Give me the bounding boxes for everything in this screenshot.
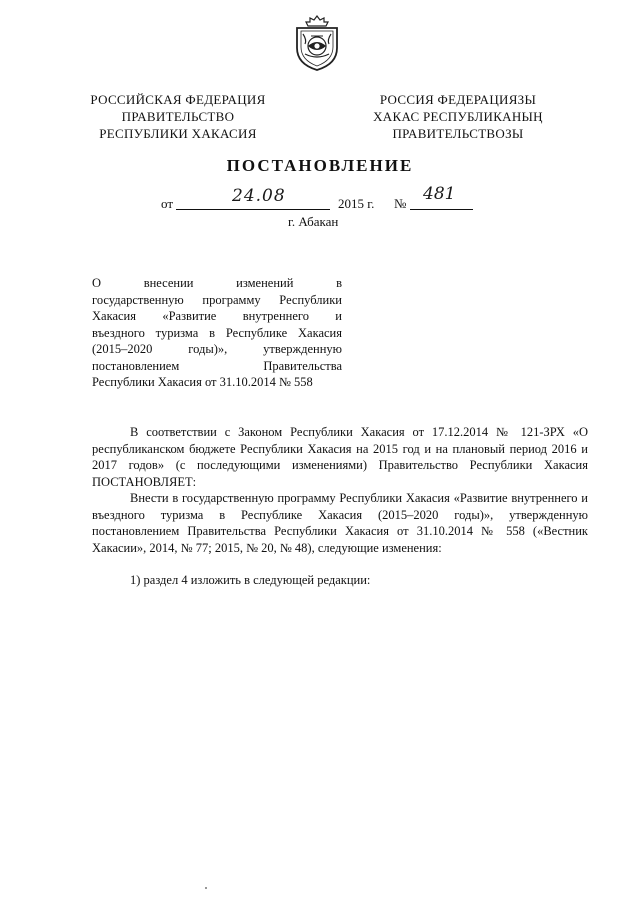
header-left-line: ПРАВИТЕЛЬСТВО bbox=[121, 109, 235, 124]
subject-line: въездного туризма в Республике Хакасия bbox=[92, 325, 342, 340]
subject-line: Республики Хакасия от 31.10.2014 № 558 bbox=[92, 375, 313, 389]
header-right bbox=[358, 91, 558, 142]
city-label: г. Абакан bbox=[288, 214, 339, 229]
date-prefix-label: от bbox=[161, 196, 174, 211]
body-paragraph: Внести в государственную программу Республики Хакасия «Развитие внутреннего и въездного туризма в Республике Хакасия (2015–2020 годы)», утвержденную постановлением Правительства Республики Хакасия от 31.10.2014 № 558 («Вестник Хакасии», 2014, № 77; 2015, № 20, № 48), следующие изменения: bbox=[92, 491, 588, 555]
subject-line: Хакасия «Развитие внутреннего и bbox=[92, 309, 342, 323]
subject-line: государственную программу Республики bbox=[92, 292, 342, 307]
header-left-line: РОССИЙСКАЯ ФЕДЕРАЦИЯ bbox=[90, 92, 266, 107]
header-right-line: РОССИЯ ФЕДЕРАЦИЯЗЫ bbox=[379, 92, 537, 107]
scan-speck bbox=[205, 887, 207, 889]
handwritten-date: 24.08 bbox=[232, 186, 286, 206]
header-left-line: РЕСПУБЛИКИ ХАКАСИЯ bbox=[99, 126, 257, 141]
subject-block bbox=[92, 275, 342, 391]
subject-line: постановлением Правительства bbox=[92, 358, 342, 373]
number-label: № bbox=[394, 196, 407, 211]
subject-line: (2015–2020 годы)», утвержденную bbox=[92, 342, 342, 356]
header-right-line: ХАКАС РЕСПУБЛИКАНЫҢ bbox=[373, 109, 543, 124]
document-title: ПОСТАНОВЛЕНИЕ bbox=[226, 156, 414, 175]
date-underline bbox=[176, 209, 330, 210]
body-paragraph: В соответствии с Законом Республики Хакасия от 17.12.2014 № 121-ЗРХ «О республиканском бюджете Республики Хакасия на 2015 год и на плановый период 2016 и 2017 годов» (с последующими изменениями) Правительство Республики Хакасия ПОСТАНОВЛЯЕТ: bbox=[92, 425, 588, 489]
header-left bbox=[78, 91, 278, 142]
handwritten-number: 481 bbox=[423, 184, 456, 204]
number-underline bbox=[410, 209, 473, 210]
coat-of-arms-icon bbox=[291, 14, 343, 72]
body-paragraph: 1) раздел 4 изложить в следующей редакции: bbox=[130, 573, 371, 587]
header-right-line: ПРАВИТЕЛЬСТВОЗЫ bbox=[392, 126, 524, 141]
year-label: 2015 г. bbox=[338, 196, 375, 211]
subject-line: О внесении изменений в bbox=[92, 276, 342, 290]
